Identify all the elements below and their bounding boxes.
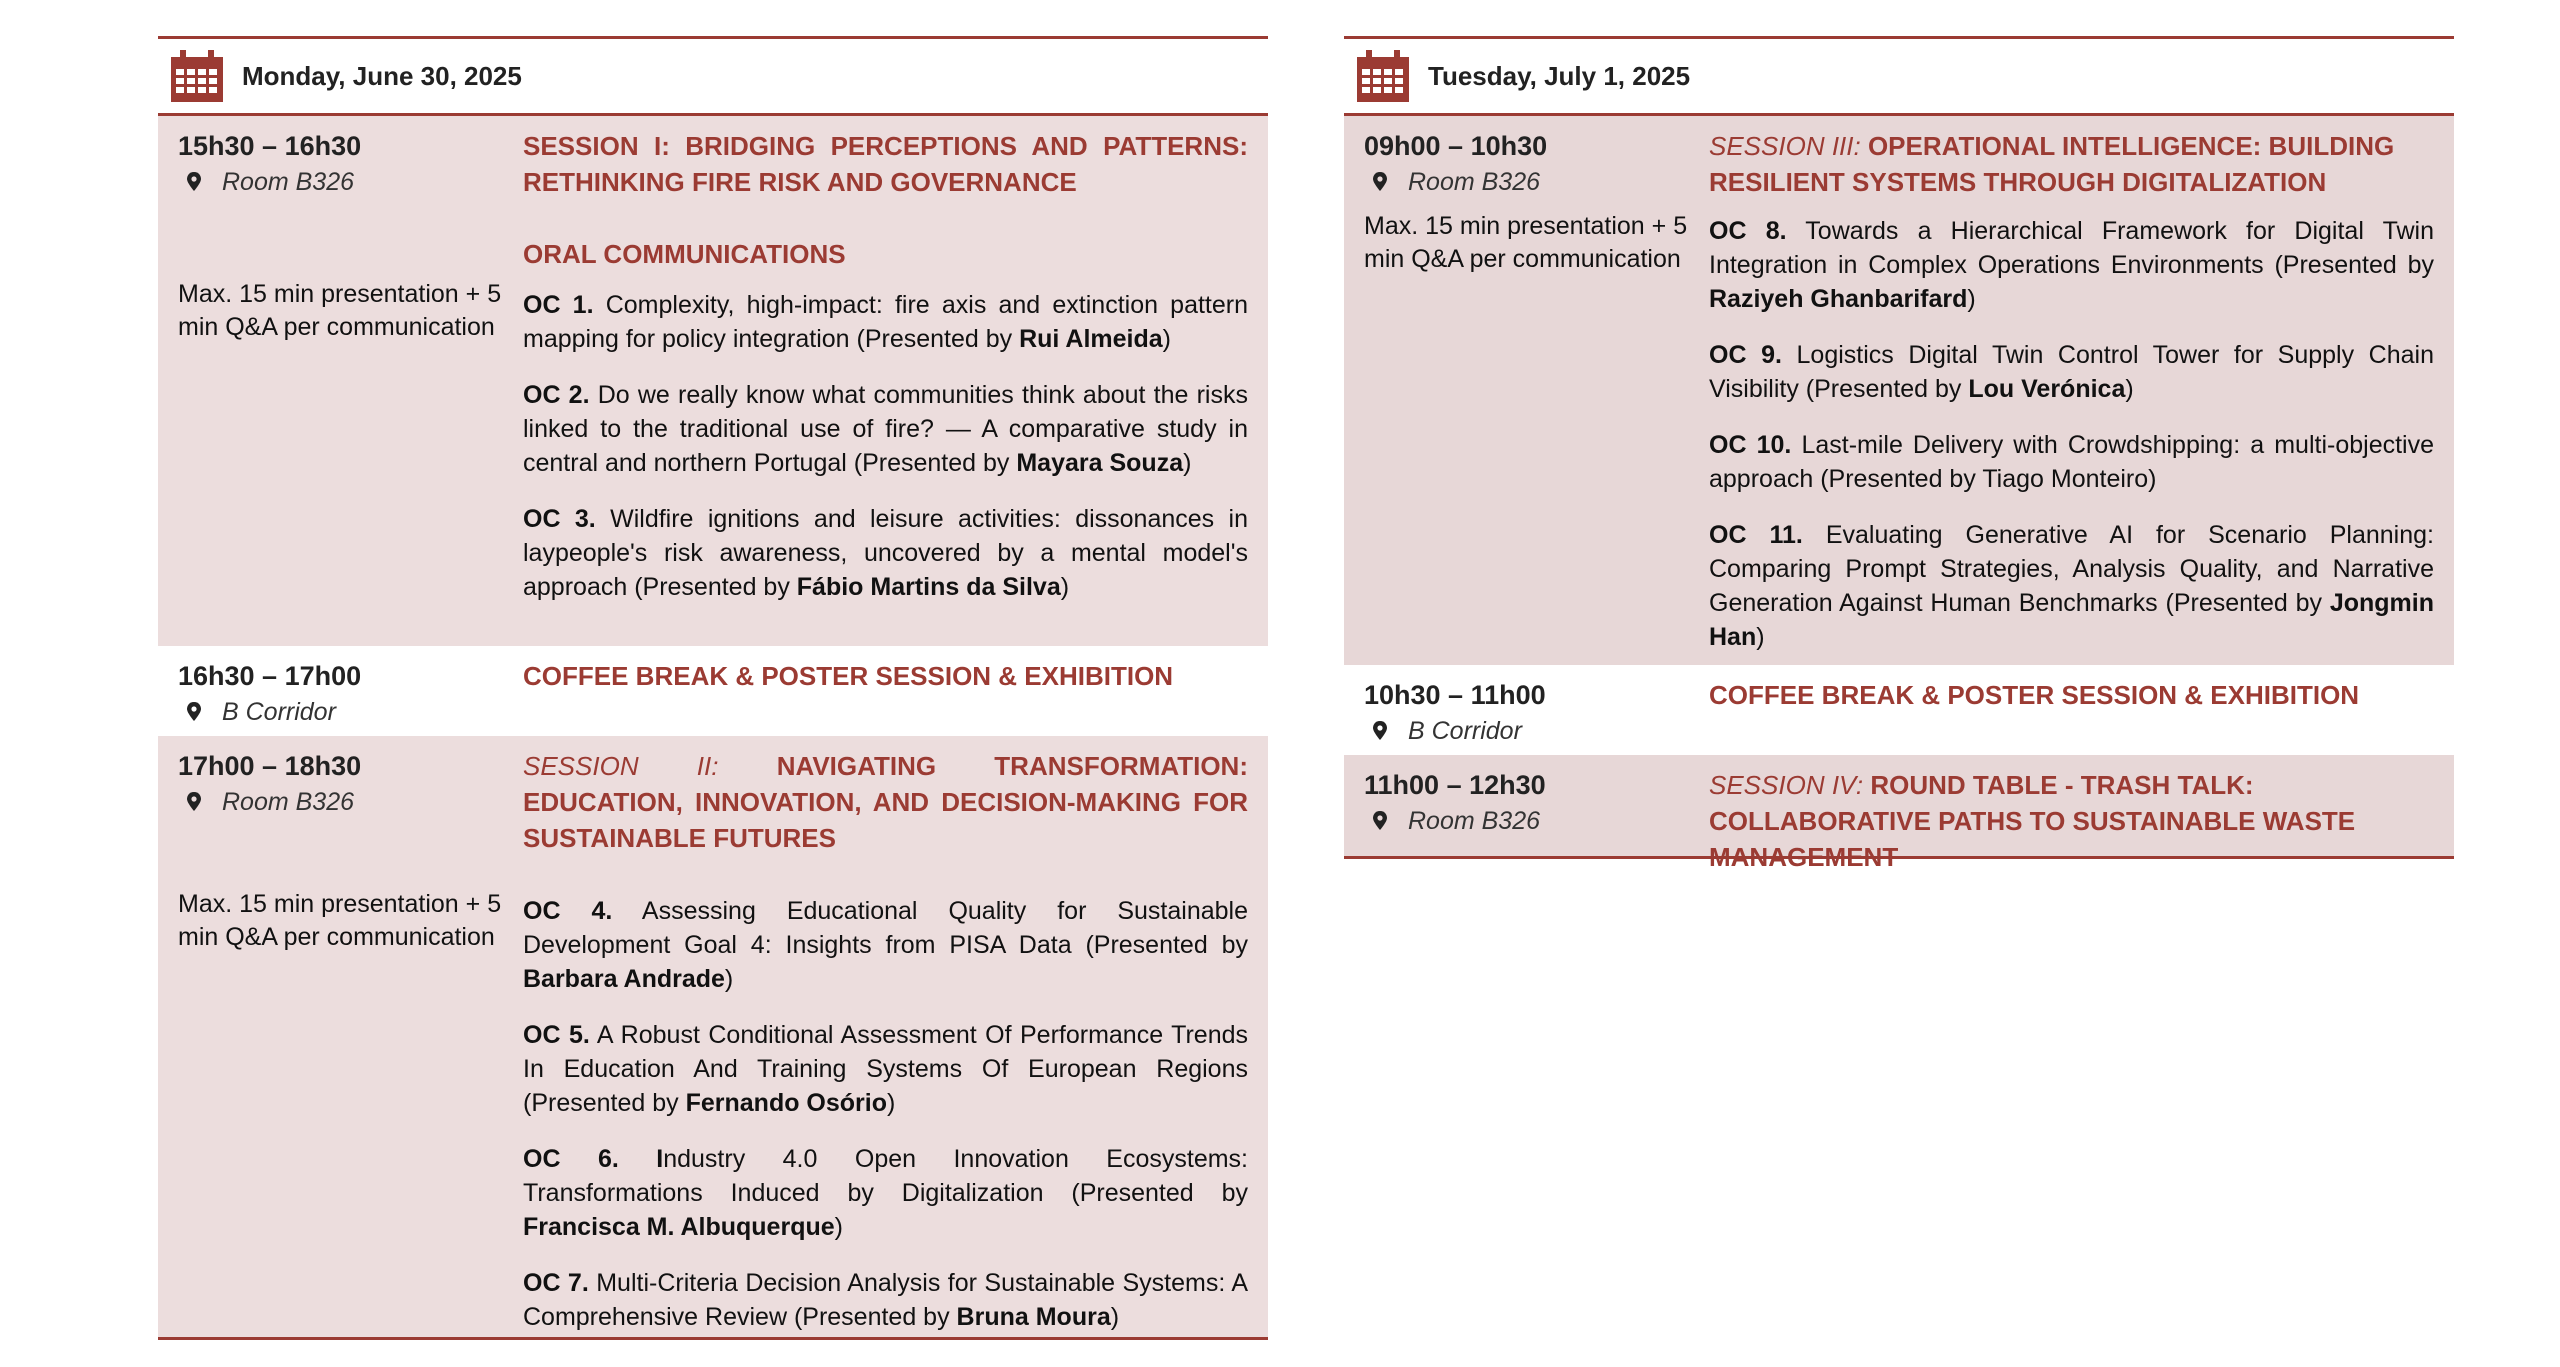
room-label: Room B326 (222, 168, 355, 196)
session-number: SESSION III: (1709, 131, 1861, 161)
room-label: Room B326 (222, 788, 355, 816)
day-title: Tuesday, July 1, 2025 (1428, 60, 1691, 91)
session-name: ROUND TABLE - TRASH TALK: COLLABORATIVE PATHS TO SUSTAINABLE WASTE MANAGEMENT (1709, 770, 2356, 872)
oc-text: Logistics Digital Twin Control Tower for Supply Chain Visibility (Presented by (1709, 341, 2434, 403)
session-note: Max. 15 min presentation + 5 min Q&A per communication (178, 280, 502, 341)
break-time: 16h30 – 17h00 (178, 661, 362, 691)
day-header (1344, 36, 2454, 116)
session-note: Max. 15 min presentation + 5 min Q&A per communication (178, 890, 502, 951)
oc-label: OC 7. (523, 1269, 589, 1297)
oc-label: OC 1. (523, 291, 594, 319)
break-time: 10h30 – 11h00 (1364, 680, 1546, 710)
break-meta (178, 658, 523, 730)
oc-close: ) (887, 1089, 896, 1117)
break-content (523, 658, 1248, 730)
oc-close: ) (1183, 449, 1192, 477)
oc-text: A Robust Conditional Assessment Of Performance Trends In Education And Training Systems Of European Regions (Presented by (523, 1021, 1249, 1117)
oc-close: ) (1110, 1303, 1120, 1331)
oc-presenter: Raziyeh Ghanbarifard (1709, 285, 1968, 313)
oral-communication (1709, 428, 2434, 496)
oc-presenter: Mayara Souza (1016, 449, 1184, 477)
session-number: SESSION IV: (1709, 770, 1864, 800)
session-meta (178, 128, 523, 640)
day-title: Monday, June 30, 2025 (242, 60, 522, 91)
oral-communication (523, 288, 1248, 356)
oc-presenter: Fábio Martins da Silva (796, 573, 1061, 601)
break-room (1364, 713, 1709, 749)
session-name: OPERATIONAL INTELLIGENCE: BUILDING RESILIENT SYSTEMS THROUGH DIGITALIZATION (1709, 131, 2395, 197)
session-meta (178, 748, 523, 1331)
oc-label: OC 11. (1709, 521, 1803, 549)
break-room (178, 694, 523, 730)
room-label: Room B326 (1408, 807, 1541, 835)
break-title: COFFEE BREAK & POSTER SESSION & EXHIBITION (1709, 680, 2360, 710)
session-room (178, 784, 523, 820)
oc-label: OC 3. (523, 505, 596, 533)
location-pin-icon (184, 171, 204, 193)
oral-communications-heading: ORAL COMMUNICATIONS (523, 239, 846, 269)
oc-presenter: Francisca M. Albuquerque (523, 1213, 835, 1241)
session-content (523, 128, 1248, 640)
oc-close: ) (2125, 375, 2134, 403)
location-pin-icon (1370, 810, 1390, 832)
oc-label: OC 10. (1709, 431, 1792, 459)
oc-presenter: Bruna Moura (956, 1303, 1111, 1331)
oc-text: Complexity, high-impact: fire axis and extinction pattern mapping for policy integration (Presented by (523, 291, 1249, 353)
session-content (1709, 128, 2434, 659)
session-time: 17h00 – 18h30 (178, 751, 362, 781)
location-pin-icon (1370, 171, 1390, 193)
session-content (523, 748, 1248, 1331)
session-block (1344, 116, 2454, 665)
oc-close: ) (1162, 325, 1171, 353)
location-pin-icon (184, 791, 204, 813)
calendar-icon (1354, 47, 1412, 105)
oral-communication (523, 502, 1248, 604)
session-content (1709, 767, 2434, 872)
day-header (158, 36, 1268, 116)
oc-label: OC 5. (523, 1021, 590, 1049)
oc-presenter: Fernando Osório (685, 1089, 887, 1117)
oc-text: Assessing Educational Quality for Sustainable Development Goal 4: Insights from PISA Data (Presented by (523, 897, 1249, 959)
oc-text: Evaluating Generative AI for Scenario Planning: Comparing Prompt Strategies, Analysis Quality, and Narrative Generation Against Human Benchmarks (Presented by (1709, 521, 2434, 617)
oral-communication (523, 378, 1248, 480)
oc-label: OC 9. (1709, 341, 1782, 369)
room-label: Room B326 (1408, 168, 1541, 196)
session-time: 11h00 – 12h30 (1364, 770, 1546, 800)
session-meta (1364, 128, 1709, 659)
session-meta (1364, 767, 1709, 850)
oc-label: OC 2. (523, 381, 590, 409)
oc-text: Last-mile Delivery with Crowdshipping: a multi-objective approach (Presented by Tiago Monteiro) (1709, 431, 2435, 493)
oc-label: OC 8. (1709, 217, 1787, 245)
session-time: 09h00 – 10h30 (1364, 131, 1548, 161)
session-room (1364, 803, 1709, 839)
oc-presenter: Jongmin Han (1709, 589, 2434, 651)
break-block (1344, 665, 2454, 755)
oral-communication (523, 1142, 1248, 1244)
oc-close: ) (1967, 285, 1976, 313)
room-label: B Corridor (1408, 717, 1522, 745)
oral-communication (523, 894, 1248, 996)
location-pin-icon (1370, 720, 1390, 742)
oc-text: Multi-Criteria Decision Analysis for Sustainable Systems: A Comprehensive Review (Presented by (523, 1269, 1249, 1331)
session-name: NAVIGATING TRANSFORMATION: EDUCATION, INNOVATION, AND DECISION-MAKING FOR SUSTAINABLE FUTURES (523, 751, 1248, 853)
break-content (1709, 677, 2434, 749)
oc-presenter: Barbara Andrade (523, 965, 725, 993)
session-room (1364, 164, 1709, 200)
session-title: SESSION I: BRIDGING PERCEPTIONS AND PATTERNS: RETHINKING FIRE RISK AND GOVERNANCE (523, 131, 1248, 197)
session-title (1709, 767, 2434, 875)
oc-close: ) (724, 965, 734, 993)
oc-label: OC 4. (523, 897, 613, 925)
oc-label: OC 6. I (523, 1145, 664, 1173)
room-label: B Corridor (222, 698, 336, 726)
oral-communication (523, 1266, 1248, 1334)
oc-presenter: Lou Verónica (1968, 375, 2126, 403)
oc-presenter: Rui Almeida (1019, 325, 1163, 353)
session-note: Max. 15 min presentation + 5 min Q&A per communication (1364, 212, 1688, 273)
oc-text: Wildfire ignitions and leisure activities: dissonances in laypeople's risk awareness, uncovered by a mental model's approach (Presented by (523, 505, 1248, 601)
oc-close: ) (1060, 573, 1070, 601)
session-block (158, 116, 1268, 646)
oc-close: ) (834, 1213, 843, 1241)
oc-text: Towards a Hierarchical Framework for Digital Twin Integration in Complex Operations Environments (Presented by (1709, 217, 2435, 279)
session-block (1344, 755, 2454, 872)
session-time: 15h30 – 16h30 (178, 131, 362, 161)
calendar-icon (168, 47, 226, 105)
session-title (523, 748, 1248, 856)
oc-close: ) (1756, 623, 1765, 651)
session-room (178, 164, 523, 200)
oc-text: Do we really know what communities think about the risks linked to the traditional use of fire? — A comparative study in central and northern Portugal (Presented by (523, 381, 1248, 477)
break-title: COFFEE BREAK & POSTER SESSION & EXHIBITION (523, 661, 1174, 691)
session-number: SESSION II: (523, 751, 719, 781)
session-title (1709, 128, 2434, 200)
break-meta (1364, 677, 1709, 749)
oc-text: ndustry 4.0 Open Innovation Ecosystems: Transformations Induced by Digitalization (Presented by (523, 1145, 1249, 1207)
oral-communication (1709, 338, 2434, 406)
break-block (158, 646, 1268, 736)
day-monday (158, 36, 1268, 1340)
oral-communication (1709, 518, 2434, 654)
session-block (158, 736, 1268, 1340)
location-pin-icon (184, 701, 204, 723)
day-tuesday (1344, 36, 2454, 872)
oral-communication (523, 1018, 1248, 1120)
oral-communication (1709, 214, 2434, 316)
